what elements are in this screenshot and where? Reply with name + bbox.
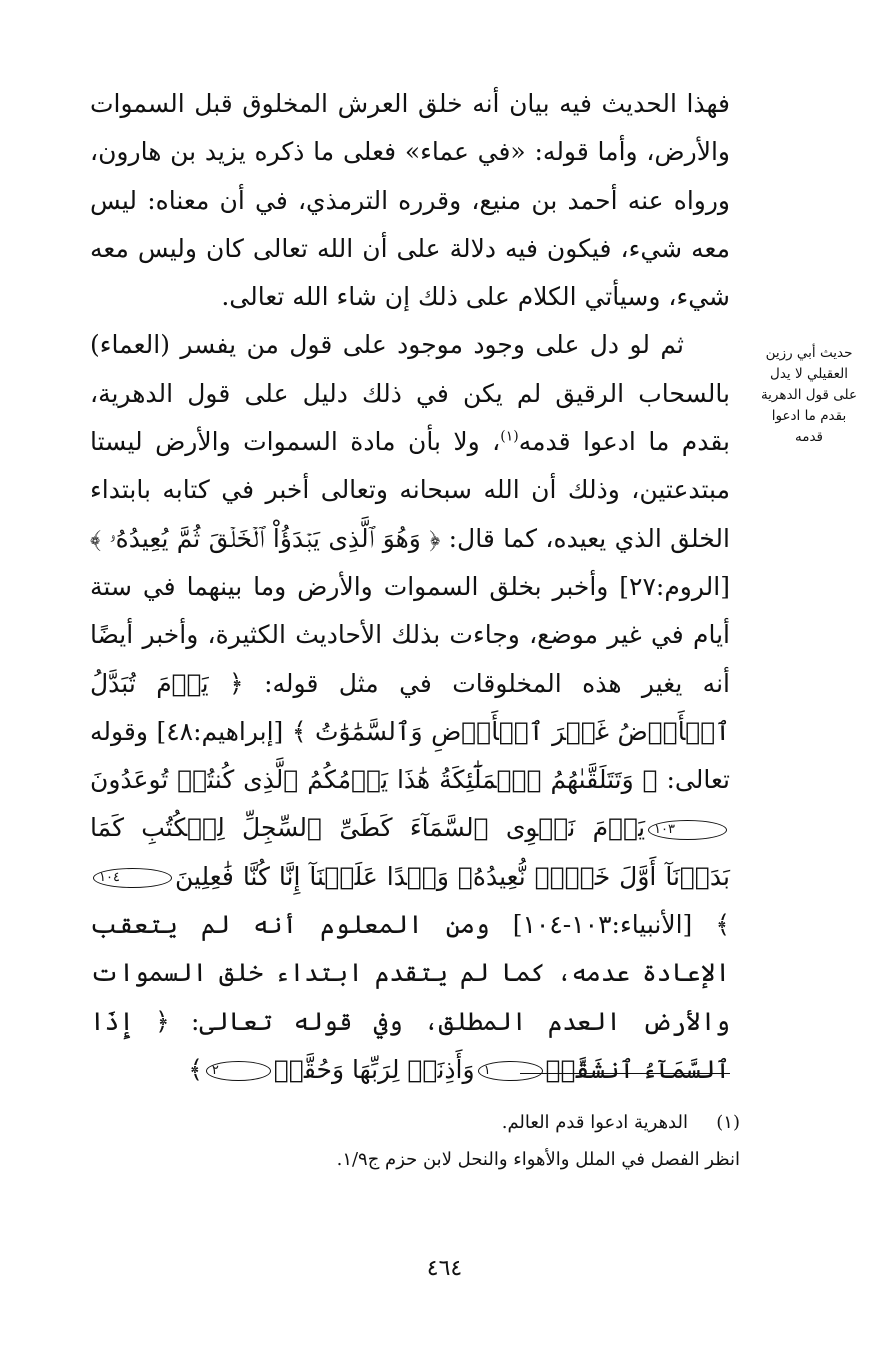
footnote-1 xyxy=(150,1104,740,1141)
footnote-divider xyxy=(520,1073,730,1074)
quran-verse-anbiya-b: يَوۡمَ نَطۡوِى ٱلسَّمَآءَ كَطَىِّ ٱلسِّجِلِّ لِلۡكُتُبِ كَمَا بَدَأۡنَآ أَوَّلَ خَلۡقٖ نُّعِيدُهُۥ وَعۡدًا عَلَيۡنَآ إِنَّا كُنَّا فَٰعِلِينَ xyxy=(90,813,730,891)
main-text xyxy=(90,80,730,1094)
ayah-number-marker: ١ xyxy=(478,1061,543,1081)
paragraph-1-text: فهذا الحديث فيه بيان أنه خلق العرش المخلوق قبل السموات والأرض، وأما قوله: «في عماء» فعلى ما ذكره يزيد بن هارون، ورواه عنه أحمد بن منيع، وقرره الترمذي، في أن معناه: ليس معه شيء، فيكون فيه دلالة على أن الله تعالى كان وليس معه شيء، وسيأتي الكلام على ذلك إن شاء الله تعالى. xyxy=(90,89,730,312)
footnote-text: الدهرية ادعوا قدم العالم. xyxy=(501,1112,688,1133)
footnotes xyxy=(150,1104,740,1178)
quran-verse-ibrahim: ﴿ يَوۡمَ تُبَدَّلُ ٱلۡأَرۡضُ غَيۡرَ ٱلۡأَرۡضِ وَٱلسَّمَٰوَٰتُ ﴾ xyxy=(90,668,730,746)
footnote-1-reference xyxy=(150,1141,740,1178)
footnote-reference-text: انظر الفصل في الملل والأهواء والنحل لابن حزم ج١/٩. xyxy=(336,1149,740,1170)
paragraph-2-part-b: ، ولا بأن مادة السموات والأرض ليستا مبتدعتين، وذلك أن الله سبحانه وتعالى أخبر في كتابه بابتداء الخلق الذي يعيده، كما قال: xyxy=(90,427,730,553)
footnote-number: (١) xyxy=(716,1112,740,1133)
quran-verse-rum: ﴿ وَهُوَ ٱلَّذِى يَبۡدَؤُاْ ٱلۡخَلۡقَ ثُمَّ يُعِيدُهُۥ ﴾ xyxy=(90,523,441,553)
ayah-number-marker: ١٠٤ xyxy=(93,868,172,888)
footnote-reference: (١) xyxy=(500,428,519,445)
quran-verse-anbiya-a: ﴿ وَتَتَلَقَّىٰهُمُ ٱلۡمَلَٰٓئِكَةُ هَٰذَا يَوۡمُكُمُ ٱلَّذِى كُنتُمۡ تُوعَدُونَ xyxy=(90,765,658,795)
paragraph-2-part-d: [إبراهيم:٤٨] وقوله تعالى: xyxy=(90,716,730,795)
paragraph-2-part-c: [الروم:٢٧] وأخبر بخلق السموات والأرض وما بينهما في ستة أيام في غير موضع، وجاءت بذلك الأحاديث الكثيرة، وأخبر أيضًا أنه يغير هذه المخلوقات في مثل قوله: xyxy=(90,571,730,698)
quran-verse-inshiqaq-a: ﴿ إِذَا ٱلسَّمَآءُ ٱنشَقَّتۡ xyxy=(90,1006,730,1084)
quran-bracket-close: ﴾ xyxy=(188,1054,203,1084)
quran-bracket-close: ﴾ xyxy=(715,910,731,940)
paragraph-2-part-a: ثم لو دل على وجود موجود على قول من يفسر (العماء) بالسحاب الرقيق لم يكن في ذلك دليل على قول الدهرية، بقدم ما ادعوا قدمه xyxy=(90,330,730,457)
margin-note: حديث أبي رزين العقيلي لا يدل على قول الدهرية بقدم ما ادعوا قدمه xyxy=(760,345,858,445)
page-number: ٤٦٤ xyxy=(426,1256,463,1281)
paragraph-2-part-e: [الأنبياء:١٠٣-١٠٤] ومن المعلوم أنه لم يتعقب الإعادة عدمه، كما لم يتقدم ابتداء خلق السموات والأرض العدم المطلق، وفي قوله تعالى: xyxy=(90,910,730,1036)
paragraph-1 xyxy=(90,80,730,321)
ayah-number-marker: ١٠٣ xyxy=(648,820,727,840)
paragraph-2 xyxy=(90,321,730,1094)
ayah-number-marker: ٢ xyxy=(206,1061,271,1081)
quran-verse-inshiqaq-b: وَأَذِنَتۡ لِرَبِّهَا وَحُقَّتۡ xyxy=(273,1054,475,1084)
